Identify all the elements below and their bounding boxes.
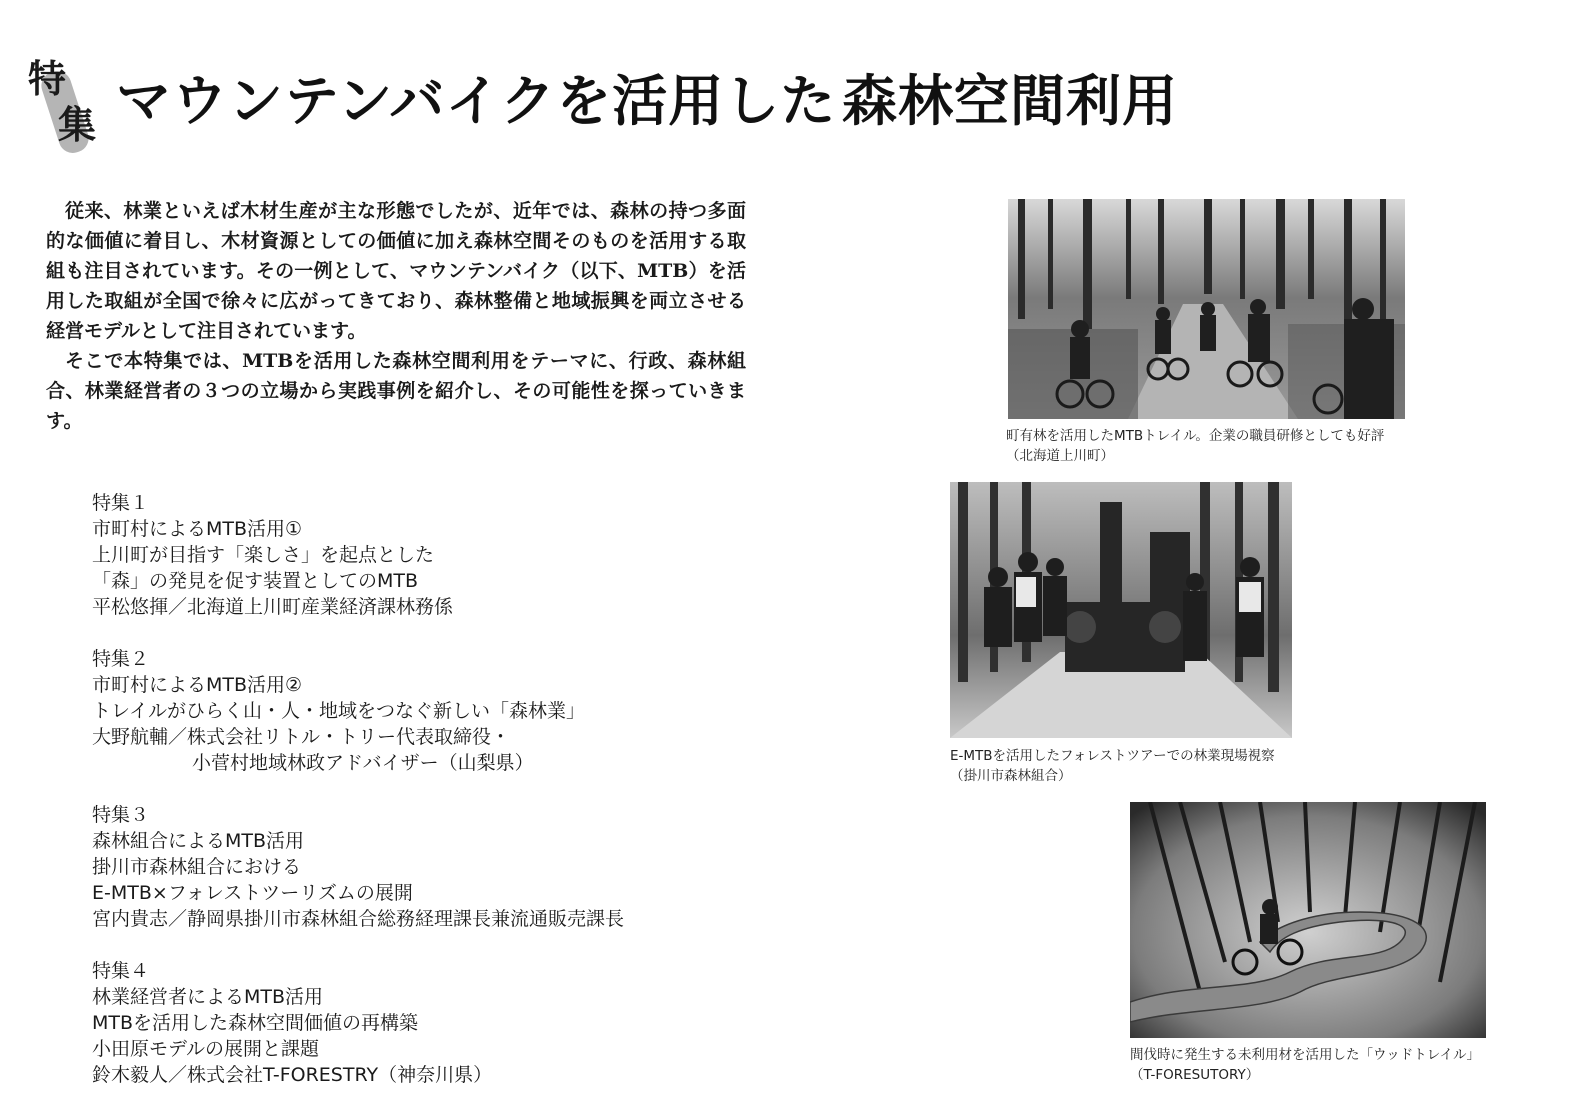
feature-item-2 [92, 646, 732, 776]
photo-forest-tour-group [950, 482, 1292, 738]
feature-author: 鈴木毅人／株式会社T-FORESTRY（神奈川県） [92, 1064, 493, 1086]
caption-line: 町有林を活用したMTBトレイル。企業の職員研修としても好評 [1006, 428, 1385, 444]
feature-line: 掛川市森林組合における [92, 856, 302, 878]
feature-heading: 特集２ [92, 648, 150, 670]
badge-char-2: 集 [58, 103, 97, 147]
feature-badge [28, 56, 108, 148]
feature-item-4 [92, 958, 732, 1088]
feature-line: 小田原モデルの展開と課題 [92, 1038, 320, 1060]
feature-heading: 特集１ [92, 492, 150, 514]
caption-line: （掛川市森林組合） [950, 768, 1072, 784]
badge-char-1: 特 [28, 57, 67, 101]
feature-line: 林業経営者によるMTB活用 [92, 986, 324, 1008]
feature-item-1 [92, 490, 732, 620]
feature-item-3 [92, 802, 732, 932]
caption-line: （T-FORESUTORY） [1130, 1067, 1260, 1083]
feature-line: 市町村によるMTB活用② [92, 674, 303, 696]
intro-text [46, 196, 746, 436]
photo-mtb-trail [1008, 199, 1405, 419]
feature-author: 大野航輔／株式会社リトル・トリー代表取締役・ [92, 726, 511, 748]
feature-line: 「森」の発見を促す装置としてのMTB [92, 570, 419, 592]
photo-caption-1 [1006, 426, 1384, 466]
feature-line: 森林組合によるMTB活用 [92, 830, 305, 852]
page-title-left: マウンテンバイクを活用した [116, 68, 837, 133]
feature-heading: 特集４ [92, 960, 150, 982]
caption-line: E-MTBを活用したフォレストツアーでの林業現場視察 [950, 748, 1275, 764]
page-title-right: 森林空間利用 [842, 68, 1179, 133]
feature-heading: 特集３ [92, 804, 150, 826]
photo-caption-3 [1130, 1045, 1480, 1085]
photo-caption-2 [950, 746, 1275, 786]
feature-line: 上川町が目指す「楽しさ」を起点とした [92, 544, 435, 566]
feature-author-continued: 小菅村地域林政アドバイザー（山梨県） [192, 752, 534, 774]
caption-line: （北海道上川町） [1006, 448, 1114, 464]
feature-author: 平松悠揮／北海道上川町産業経済課林務係 [92, 596, 454, 618]
feature-author: 宮内貴志／静岡県掛川市森林組合総務経理課長兼流通販売課長 [92, 908, 625, 930]
feature-line: E-MTB×フォレストツーリズムの展開 [92, 882, 413, 904]
feature-line: トレイルがひらく山・人・地域をつなぐ新しい「森林業」 [92, 700, 586, 722]
caption-line: 間伐時に発生する未利用材を活用した「ウッドトレイル」 [1130, 1047, 1481, 1063]
intro-paragraph-1: 従来、林業といえば木材生産が主な形態でしたが、近年では、森林の持つ多面的な価値に着目し、木材資源としての価値に加え森林空間そのものを活用する取組も注目されています。その一例として、マウンテンバイク（以下、MTB）を活用した取組が全国で徐々に広がってきており、森林整備と地域振興を両立させる経営モデルとして注目されています。 [46, 200, 746, 342]
intro-paragraph-2: そこで本特集では、MTBを活用した森林空間利用をテーマに、行政、森林組合、林業経営者の３つの立場から実践事例を紹介し、その可能性を探っていきます。 [46, 350, 746, 432]
feature-list [92, 490, 732, 1114]
feature-line: MTBを活用した森林空間価値の再構築 [92, 1012, 419, 1034]
photo-wood-trail [1130, 802, 1486, 1038]
feature-line: 市町村によるMTB活用① [92, 518, 303, 540]
